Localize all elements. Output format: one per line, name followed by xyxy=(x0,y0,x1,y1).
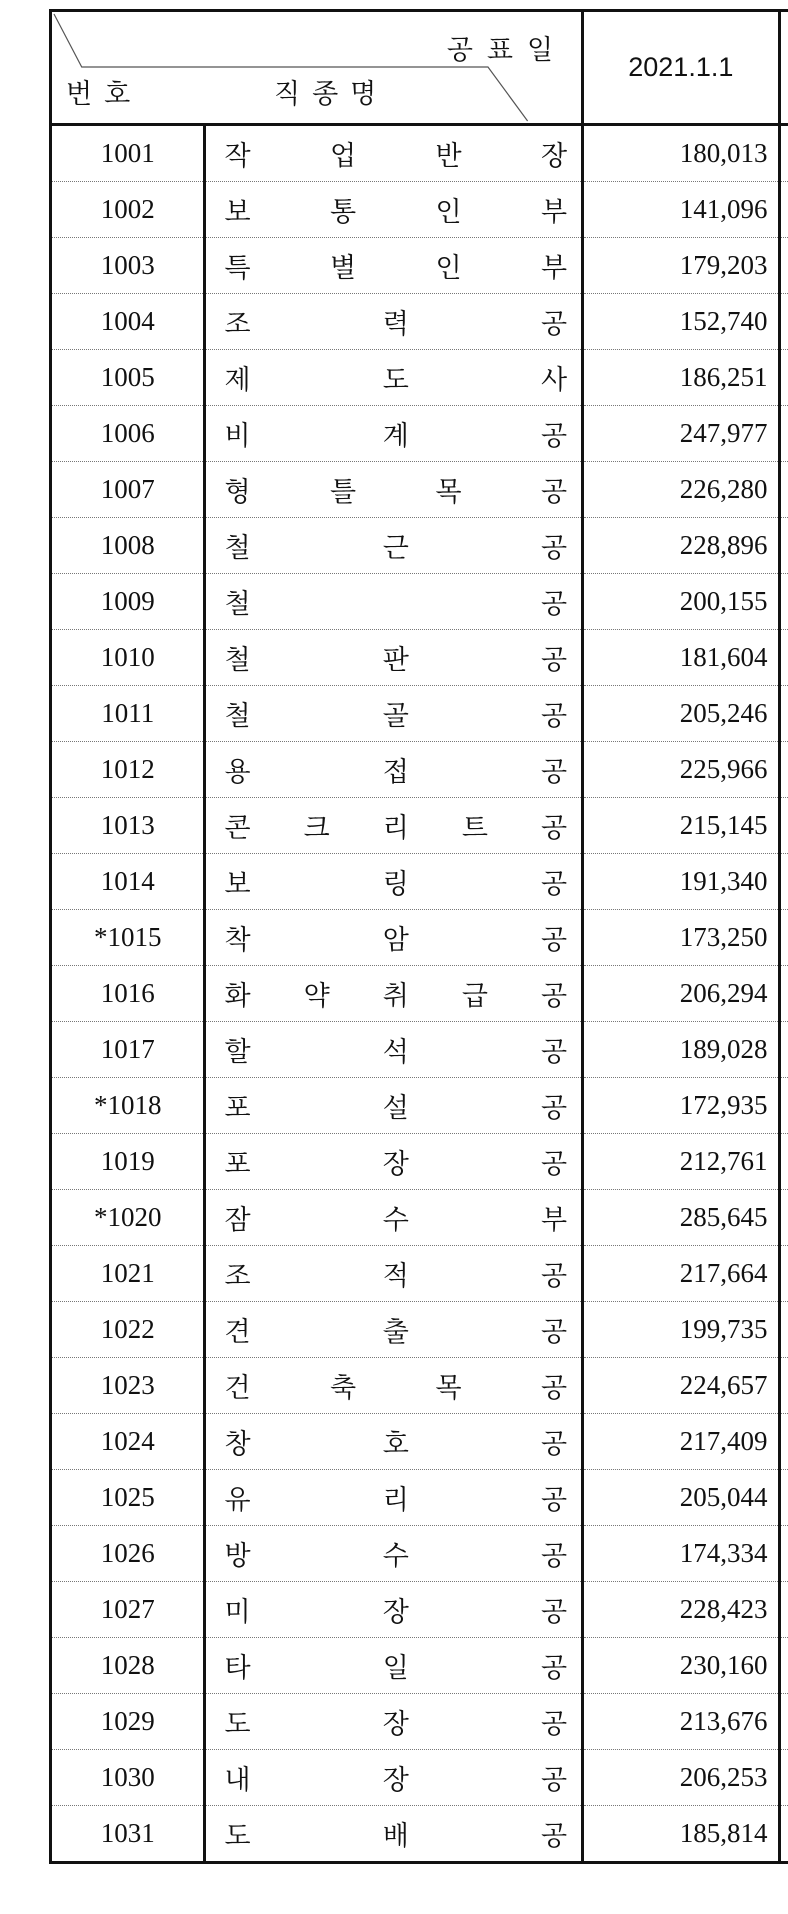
wage-cell: 199,735 xyxy=(583,1302,779,1358)
job-number-cell: 1030 xyxy=(51,1750,205,1806)
table-row xyxy=(51,238,788,294)
job-name-char: 적 xyxy=(382,1261,409,1292)
table-row xyxy=(51,742,788,798)
cropped-next-column-cell xyxy=(779,1582,788,1638)
job-number-cell: 1001 xyxy=(51,125,205,182)
job-number-cell: 1003 xyxy=(51,238,205,294)
wage-cell: 217,664 xyxy=(583,1246,779,1302)
table-row xyxy=(51,1246,788,1302)
cropped-next-column-cell xyxy=(779,1078,788,1134)
job-name-char: 철 xyxy=(224,645,251,676)
job-number-cell: *1020 xyxy=(51,1190,205,1246)
job-name-char: 공 xyxy=(541,477,568,508)
job-name-char: 공 xyxy=(540,1037,568,1068)
job-name xyxy=(224,1254,567,1293)
job-number-cell: *1018 xyxy=(51,1078,205,1134)
job-name xyxy=(224,1422,567,1461)
job-name-char: 방 xyxy=(224,1541,251,1572)
job-name-cell xyxy=(205,406,583,462)
date-column-header: 2021.1.1 xyxy=(583,11,779,125)
job-number-cell: 1016 xyxy=(51,966,205,1022)
table-body xyxy=(51,11,788,1863)
job-name-char: 목 xyxy=(435,1373,462,1404)
job-name-char: 리 xyxy=(382,813,409,844)
wage-cell: 226,280 xyxy=(583,462,779,518)
announcement-date-label: 공표일 xyxy=(446,35,568,66)
cropped-next-column-cell xyxy=(779,294,788,350)
job-name-char: 창 xyxy=(224,1429,251,1460)
job-number-cell: 1012 xyxy=(51,742,205,798)
job-name-char: 링 xyxy=(382,869,409,900)
table-row xyxy=(51,1078,788,1134)
job-name-char: 공 xyxy=(540,869,568,900)
job-name-char: 골 xyxy=(382,701,409,732)
job-name-char: 화 xyxy=(224,981,251,1012)
job-name-char: 장 xyxy=(382,1149,409,1180)
cropped-next-column-cell xyxy=(779,1414,788,1470)
job-name-char: 공 xyxy=(540,533,568,564)
job-number-cell: 1029 xyxy=(51,1694,205,1750)
table-row xyxy=(51,1190,788,1246)
table-row xyxy=(51,1302,788,1358)
job-name-char: 판 xyxy=(382,645,409,676)
cropped-next-column-cell xyxy=(779,1638,788,1694)
job-name-char: 크 xyxy=(303,813,330,844)
wage-cell: 141,096 xyxy=(583,182,779,238)
job-name xyxy=(224,526,567,565)
table-row xyxy=(51,1022,788,1078)
job-name xyxy=(224,974,567,1013)
job-name-char: 급 xyxy=(461,981,488,1012)
job-name-char: 철 xyxy=(224,533,251,564)
job-number-cell: 1031 xyxy=(51,1806,205,1863)
cropped-next-column-cell xyxy=(779,686,788,742)
table-row xyxy=(51,910,788,966)
table-row xyxy=(51,966,788,1022)
cropped-next-column-cell xyxy=(779,910,788,966)
job-name-cell xyxy=(205,854,583,910)
cropped-next-column-cell xyxy=(779,1526,788,1582)
table-row xyxy=(51,1638,788,1694)
cropped-next-column-cell xyxy=(779,1190,788,1246)
job-name-cell xyxy=(205,182,583,238)
job-name-char: 특 xyxy=(224,253,251,284)
job-name xyxy=(224,582,567,621)
job-name-char: 타 xyxy=(224,1653,251,1684)
wage-cell: 179,203 xyxy=(583,238,779,294)
cropped-next-column-cell xyxy=(779,125,788,182)
wage-cell: 186,251 xyxy=(583,350,779,406)
cropped-next-column-cell xyxy=(779,1694,788,1750)
job-number-cell: 1010 xyxy=(51,630,205,686)
table-row xyxy=(51,1582,788,1638)
job-name-char: 부 xyxy=(540,1205,568,1236)
job-name-char: 공 xyxy=(540,1821,568,1852)
wage-cell: 228,423 xyxy=(583,1582,779,1638)
job-name-char: 리 xyxy=(382,1485,409,1516)
job-number-cell: 1028 xyxy=(51,1638,205,1694)
wage-cell: 212,761 xyxy=(583,1134,779,1190)
job-name xyxy=(224,414,567,453)
job-number-cell: 1017 xyxy=(51,1022,205,1078)
job-name-char: 계 xyxy=(382,421,409,452)
table-row xyxy=(51,1134,788,1190)
wage-cell: 181,604 xyxy=(583,630,779,686)
cropped-next-column-cell xyxy=(779,742,788,798)
job-name-cell xyxy=(205,1134,583,1190)
job-name-char: 공 xyxy=(540,1317,568,1348)
job-name-char: 공 xyxy=(541,589,568,620)
job-number-cell: 1005 xyxy=(51,350,205,406)
job-name-char: 호 xyxy=(382,1429,409,1460)
job-name-char: 공 xyxy=(540,981,568,1012)
job-name-cell xyxy=(205,742,583,798)
job-name-char: 공 xyxy=(540,645,568,676)
job-name-cell xyxy=(205,518,583,574)
job-name-cell xyxy=(205,1750,583,1806)
job-name xyxy=(224,694,567,733)
cropped-next-column-cell xyxy=(779,1022,788,1078)
job-name-char: 공 xyxy=(540,1149,568,1180)
job-name-char: 트 xyxy=(461,813,488,844)
wage-cell: 173,250 xyxy=(583,910,779,966)
cropped-next-column-cell xyxy=(779,238,788,294)
job-number-cell: 1014 xyxy=(51,854,205,910)
job-name xyxy=(224,1478,567,1517)
job-name-char: 취 xyxy=(382,981,409,1012)
job-name-char: 공 xyxy=(540,421,568,452)
job-name-cell xyxy=(205,798,583,854)
job-name-char: 장 xyxy=(382,1709,409,1740)
cropped-next-column-cell xyxy=(779,1246,788,1302)
cropped-next-column-cell xyxy=(779,574,788,630)
cropped-next-column-cell xyxy=(779,1806,788,1863)
job-name xyxy=(224,470,567,509)
table-row xyxy=(51,686,788,742)
job-name-char: 공 xyxy=(540,1597,568,1628)
job-name-char: 공 xyxy=(541,1373,568,1404)
job-name xyxy=(224,1758,567,1797)
job-name xyxy=(224,862,567,901)
job-name xyxy=(224,1366,567,1405)
job-name xyxy=(224,190,567,229)
job-number-cell: 1006 xyxy=(51,406,205,462)
job-number-cell: 1027 xyxy=(51,1582,205,1638)
wage-cell: 180,013 xyxy=(583,125,779,182)
job-name-char: 착 xyxy=(224,925,251,956)
table-row xyxy=(51,1750,788,1806)
job-name-column-label: 직종명 xyxy=(274,79,389,110)
cropped-next-column-cell xyxy=(779,462,788,518)
job-name xyxy=(224,1030,567,1069)
job-number-cell: 1019 xyxy=(51,1134,205,1190)
job-name xyxy=(224,1814,567,1853)
job-name-char: 공 xyxy=(540,1541,568,1572)
cropped-next-column-cell xyxy=(779,630,788,686)
job-name xyxy=(224,1534,567,1573)
job-name-char: 조 xyxy=(224,1261,251,1292)
job-name-char: 목 xyxy=(435,477,462,508)
job-name-char: 접 xyxy=(382,757,409,788)
job-name-char: 공 xyxy=(540,701,568,732)
job-name xyxy=(224,246,567,285)
job-name-char: 공 xyxy=(540,925,568,956)
cropped-next-column-cell xyxy=(779,518,788,574)
cropped-next-column-cell xyxy=(779,182,788,238)
job-name-char: 약 xyxy=(303,981,330,1012)
job-name-char: 포 xyxy=(224,1093,251,1124)
job-name-cell xyxy=(205,910,583,966)
cropped-next-column-cell xyxy=(779,1358,788,1414)
table-row xyxy=(51,294,788,350)
job-name-cell xyxy=(205,238,583,294)
table-row xyxy=(51,462,788,518)
job-name-char: 장 xyxy=(382,1765,409,1796)
job-name-cell xyxy=(205,1414,583,1470)
job-name-char: 공 xyxy=(540,1093,568,1124)
cropped-next-column-cell xyxy=(779,966,788,1022)
job-name-cell xyxy=(205,1246,583,1302)
table-row xyxy=(51,1806,788,1863)
job-number-cell: 1011 xyxy=(51,686,205,742)
job-name-char: 설 xyxy=(382,1093,409,1124)
job-name-char: 용 xyxy=(224,757,251,788)
job-name-cell xyxy=(205,462,583,518)
wage-table xyxy=(49,9,788,1864)
job-number-cell: 1021 xyxy=(51,1246,205,1302)
job-name-char: 도 xyxy=(224,1709,251,1740)
job-number-cell: 1008 xyxy=(51,518,205,574)
wage-cell: 215,145 xyxy=(583,798,779,854)
job-name-char: 사 xyxy=(540,365,568,396)
job-name xyxy=(224,918,567,957)
job-name-cell xyxy=(205,966,583,1022)
job-name-char: 견 xyxy=(224,1317,251,1348)
wage-cell: 285,645 xyxy=(583,1190,779,1246)
job-name-char: 형 xyxy=(224,477,251,508)
job-name-char: 콘 xyxy=(224,813,251,844)
job-name-cell xyxy=(205,350,583,406)
cropped-next-column-header xyxy=(779,11,788,125)
job-number-cell: 1007 xyxy=(51,462,205,518)
job-name-cell xyxy=(205,294,583,350)
table-row xyxy=(51,798,788,854)
job-name-char: 인 xyxy=(435,253,462,284)
table-row xyxy=(51,518,788,574)
wage-cell: 174,334 xyxy=(583,1526,779,1582)
wage-cell: 172,935 xyxy=(583,1078,779,1134)
job-name-cell xyxy=(205,1190,583,1246)
job-name xyxy=(224,1310,567,1349)
job-name-char: 비 xyxy=(224,421,251,452)
wage-cell: 206,253 xyxy=(583,1750,779,1806)
header-row xyxy=(51,11,788,125)
table-row xyxy=(51,854,788,910)
cropped-next-column-cell xyxy=(779,406,788,462)
job-name-char: 공 xyxy=(540,1765,568,1796)
job-name xyxy=(224,806,567,845)
job-name-char: 부 xyxy=(541,197,568,228)
job-name xyxy=(224,1086,567,1125)
job-name-char: 내 xyxy=(224,1765,251,1796)
job-name-char: 건 xyxy=(224,1373,251,1404)
table-row xyxy=(51,406,788,462)
job-name-cell xyxy=(205,1526,583,1582)
diagonal-header-cell xyxy=(51,11,583,125)
table-row xyxy=(51,125,788,182)
job-name-cell xyxy=(205,125,583,182)
wage-cell: 185,814 xyxy=(583,1806,779,1863)
job-name-char: 공 xyxy=(540,1429,568,1460)
wage-cell: 230,160 xyxy=(583,1638,779,1694)
job-name xyxy=(224,302,567,341)
job-number-cell: 1009 xyxy=(51,574,205,630)
job-name xyxy=(224,134,567,173)
job-name-char: 업 xyxy=(329,141,357,172)
job-name-char: 인 xyxy=(435,197,462,228)
job-name-char: 공 xyxy=(540,1485,568,1516)
job-name-char: 제 xyxy=(224,365,251,396)
job-name-cell xyxy=(205,1694,583,1750)
table-row xyxy=(51,350,788,406)
job-name-char: 부 xyxy=(541,253,568,284)
job-name-char: 보 xyxy=(224,869,251,900)
job-number-cell: 1004 xyxy=(51,294,205,350)
number-column-label: 번호 xyxy=(66,79,143,110)
table-row xyxy=(51,574,788,630)
job-name xyxy=(224,1590,567,1629)
table-row xyxy=(51,1470,788,1526)
wage-cell: 217,409 xyxy=(583,1414,779,1470)
job-name-cell xyxy=(205,1358,583,1414)
job-name-char: 출 xyxy=(382,1317,409,1348)
job-name-char: 별 xyxy=(329,253,357,284)
wage-cell: 205,246 xyxy=(583,686,779,742)
wage-cell: 225,966 xyxy=(583,742,779,798)
job-name-char: 보 xyxy=(224,197,251,228)
job-name xyxy=(224,1702,567,1741)
job-number-cell: *1015 xyxy=(51,910,205,966)
job-name-cell xyxy=(205,686,583,742)
job-name-char: 잠 xyxy=(224,1205,251,1236)
job-name-char: 도 xyxy=(224,1821,251,1852)
wage-cell: 213,676 xyxy=(583,1694,779,1750)
wage-cell: 152,740 xyxy=(583,294,779,350)
cropped-next-column-cell xyxy=(779,1750,788,1806)
job-name-cell xyxy=(205,1022,583,1078)
table-row xyxy=(51,630,788,686)
job-name-char: 철 xyxy=(224,701,251,732)
job-name-char: 반 xyxy=(435,141,462,172)
job-name xyxy=(224,1198,567,1237)
job-name-char: 공 xyxy=(540,813,568,844)
job-name-char: 조 xyxy=(224,309,251,340)
job-number-cell: 1024 xyxy=(51,1414,205,1470)
job-name-char: 통 xyxy=(329,197,357,228)
job-name-cell xyxy=(205,1638,583,1694)
job-name-char: 수 xyxy=(382,1541,409,1572)
job-name-char: 근 xyxy=(382,533,409,564)
cropped-next-column-cell xyxy=(779,1134,788,1190)
job-name-cell xyxy=(205,630,583,686)
wage-cell: 224,657 xyxy=(583,1358,779,1414)
job-name-char: 력 xyxy=(382,309,409,340)
job-number-cell: 1022 xyxy=(51,1302,205,1358)
job-name-char: 공 xyxy=(540,309,568,340)
table-row xyxy=(51,1414,788,1470)
job-name-char: 작 xyxy=(224,141,251,172)
job-name-char: 축 xyxy=(329,1373,357,1404)
job-number-cell: 1002 xyxy=(51,182,205,238)
table-row xyxy=(51,1526,788,1582)
job-name-cell xyxy=(205,1806,583,1863)
table-row xyxy=(51,1358,788,1414)
job-name-cell xyxy=(205,1470,583,1526)
table-row xyxy=(51,1694,788,1750)
job-name-char: 공 xyxy=(540,757,568,788)
job-name-char: 수 xyxy=(382,1205,409,1236)
table-row xyxy=(51,182,788,238)
wage-cell: 206,294 xyxy=(583,966,779,1022)
job-name-char: 틀 xyxy=(329,477,357,508)
job-name-cell xyxy=(205,574,583,630)
cropped-next-column-cell xyxy=(779,350,788,406)
job-name xyxy=(224,638,567,677)
job-name xyxy=(224,358,567,397)
job-name-char: 미 xyxy=(224,1597,251,1628)
job-name-cell xyxy=(205,1582,583,1638)
wage-cell: 200,155 xyxy=(583,574,779,630)
cropped-next-column-cell xyxy=(779,1302,788,1358)
job-name-char: 장 xyxy=(382,1597,409,1628)
job-name-cell xyxy=(205,1078,583,1134)
cropped-next-column-cell xyxy=(779,854,788,910)
job-name-char: 장 xyxy=(541,141,568,172)
wage-cell: 205,044 xyxy=(583,1470,779,1526)
job-number-cell: 1026 xyxy=(51,1526,205,1582)
job-name xyxy=(224,1646,567,1685)
wage-cell: 191,340 xyxy=(583,854,779,910)
job-number-cell: 1025 xyxy=(51,1470,205,1526)
job-name-char: 일 xyxy=(382,1653,409,1684)
job-name xyxy=(224,750,567,789)
job-name-char: 공 xyxy=(540,1653,568,1684)
job-name-char: 공 xyxy=(540,1261,568,1292)
job-number-cell: 1013 xyxy=(51,798,205,854)
wage-cell: 247,977 xyxy=(583,406,779,462)
job-name-char: 암 xyxy=(382,925,409,956)
wage-cell: 228,896 xyxy=(583,518,779,574)
job-name-char: 도 xyxy=(382,365,409,396)
job-name-char: 포 xyxy=(224,1149,251,1180)
job-name-char: 석 xyxy=(382,1037,409,1068)
job-name xyxy=(224,1142,567,1181)
job-name-char: 철 xyxy=(224,589,251,620)
wage-cell: 189,028 xyxy=(583,1022,779,1078)
job-name-char: 할 xyxy=(224,1037,251,1068)
job-name-char: 유 xyxy=(224,1485,251,1516)
cropped-next-column-cell xyxy=(779,1470,788,1526)
job-name-char: 배 xyxy=(382,1821,409,1852)
job-number-cell: 1023 xyxy=(51,1358,205,1414)
cropped-next-column-cell xyxy=(779,798,788,854)
job-name-char: 공 xyxy=(540,1709,568,1740)
job-name-cell xyxy=(205,1302,583,1358)
